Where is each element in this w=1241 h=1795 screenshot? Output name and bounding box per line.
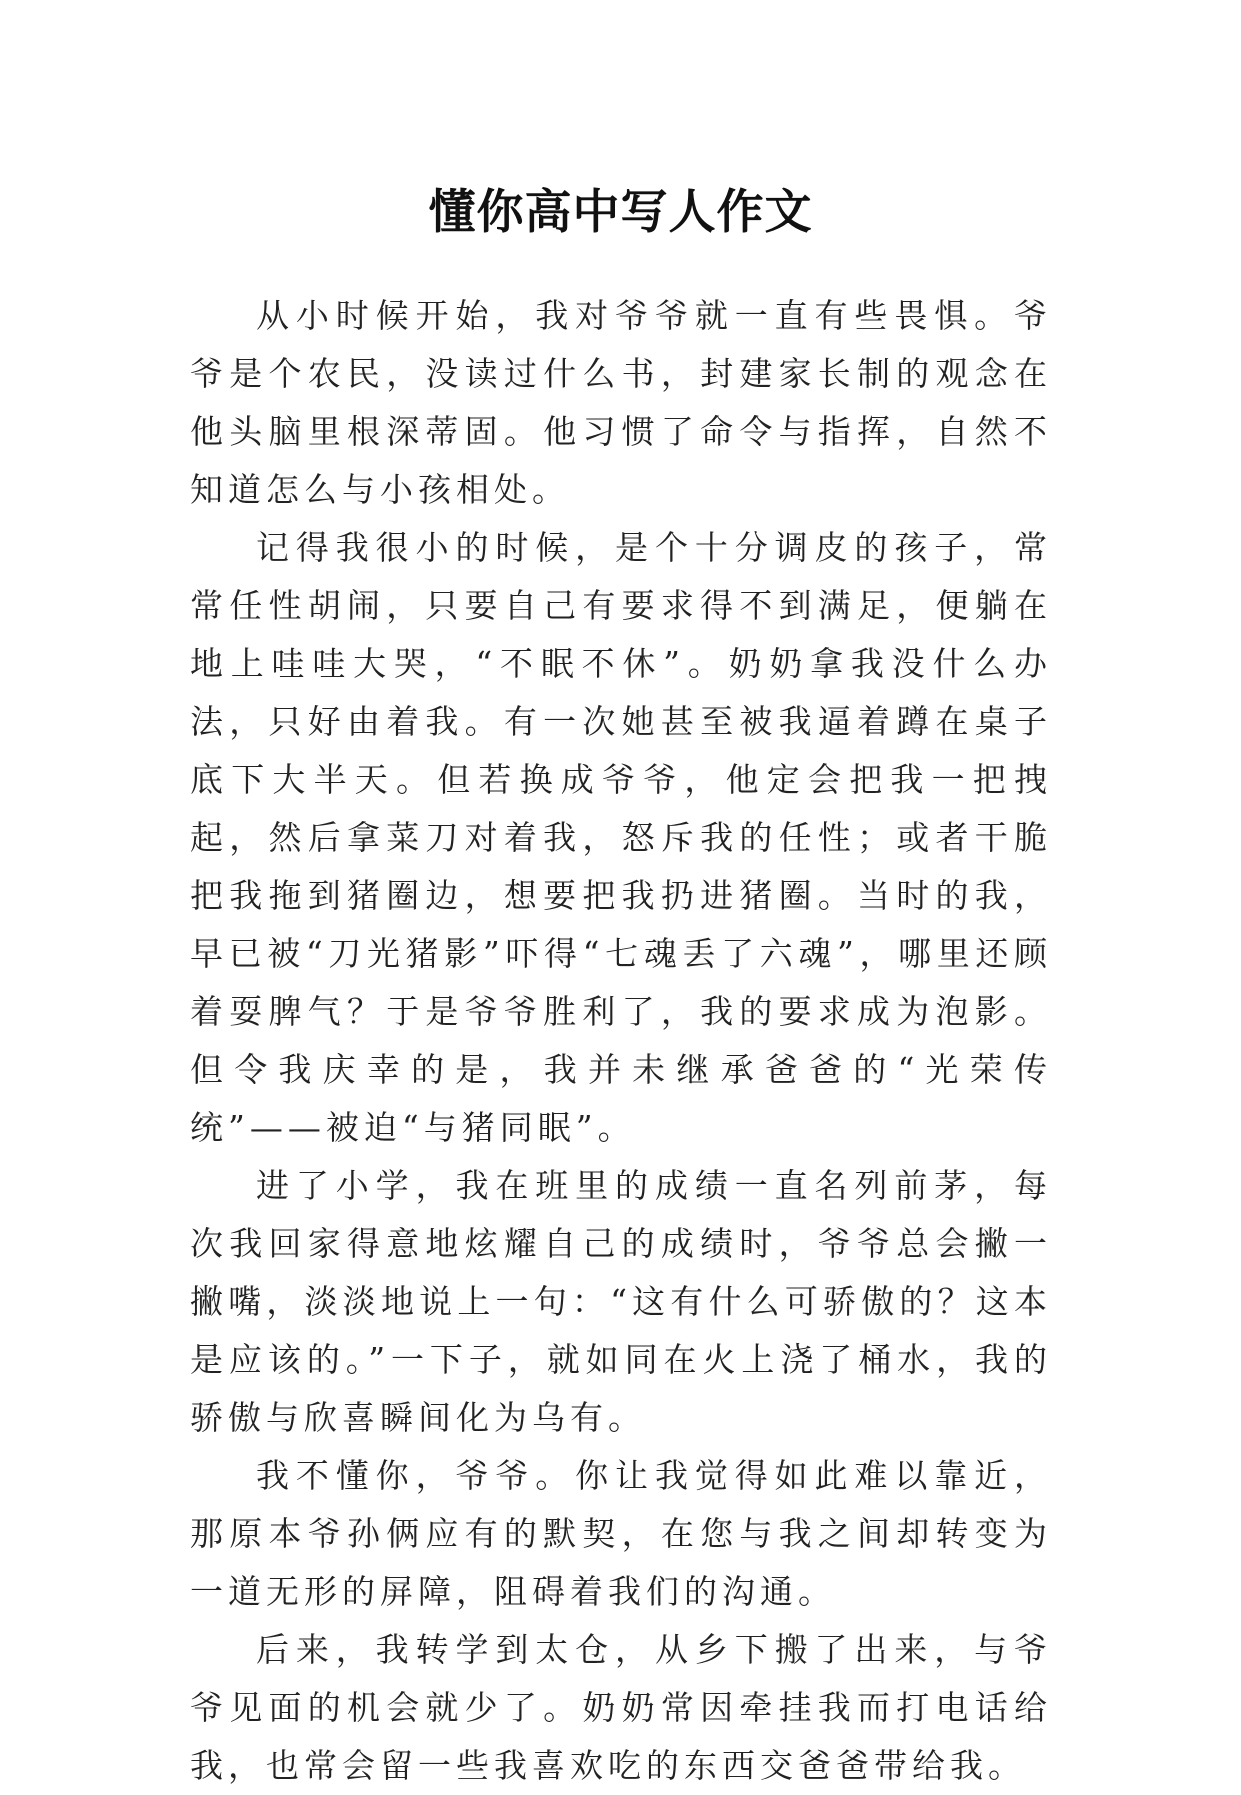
document-title: 懂你高中写人作文 xyxy=(428,185,813,241)
paragraph-5: 后来，我转学到太仓，从乡下搬了出来，与爷爷见面的机会就少了。奶奶常因牵挂我而打电话给我，也常会留一些我喜欢吃的东西交爸爸带给我。 xyxy=(190,1630,1052,1785)
document-body xyxy=(190,287,1052,1795)
paragraph-4: 我不懂你，爷爷。你让我觉得如此难以靠近，那原本爷孙俩应有的默契，在您与我之间却转变为一道无形的屏障，阻碍着我们的沟通。 xyxy=(190,1456,1052,1611)
paragraph-1: 从小时候开始，我对爷爷就一直有些畏惧。爷爷是个农民，没读过什么书，封建家长制的观念在他头脑里根深蒂固。他习惯了命令与指挥，自然不知道怎么与小孩相处。 xyxy=(190,296,1052,509)
paragraph-3: 进了小学，我在班里的成绩一直名列前茅，每次我回家得意地炫耀自己的成绩时，爷爷总会撇一撇嘴，淡淡地说上一句：“这有什么可骄傲的？这本是应该的。”一下子，就如同在火上浇了桶水，我的骄傲与欣喜瞬间化为乌有。 xyxy=(190,1166,1052,1437)
paragraph-2: 记得我很小的时候，是个十分调皮的孩子，常常任性胡闹，只要自己有要求得不到满足，便躺在地上哇哇大哭，“不眠不休”。奶奶拿我没什么办法，只好由着我。有一次她甚至被我逼着蹲在桌子底下大半天。但若换成爷爷，他定会把我一把拽起，然后拿菜刀对着我，怒斥我的任性；或者干脆把我拖到猪圈边，想要把我扔进猪圈。当时的我，早已被“刀光猪影”吓得“七魂丢了六魂”，哪里还顾着耍脾气？于是爷爷胜利了，我的要求成为泡影。但令我庆幸的是，我并未继承爸爸的“光荣传统”——被迫“与猪同眠”。 xyxy=(190,528,1052,1147)
